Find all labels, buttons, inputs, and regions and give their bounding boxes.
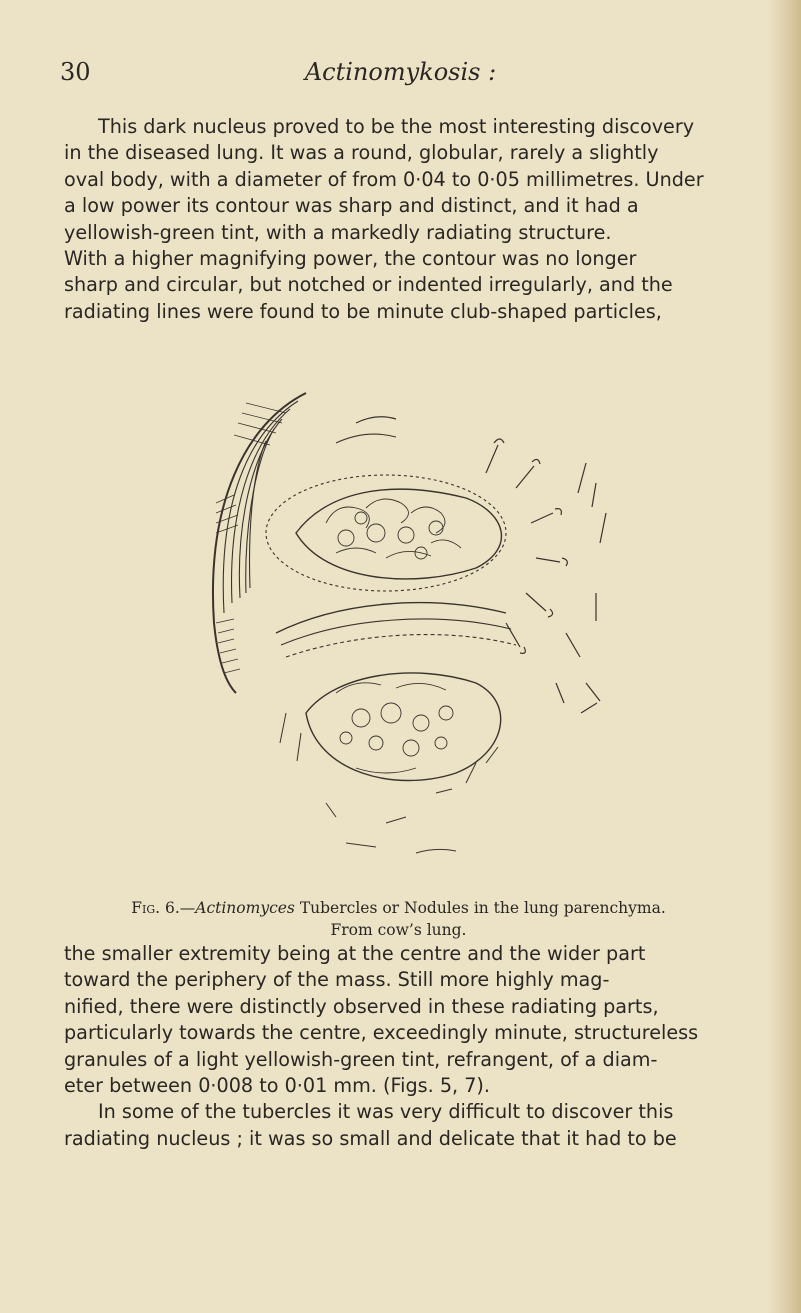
figure-6-illustration — [186, 383, 638, 883]
paragraph-bottom — [64, 941, 733, 1152]
caption-line-2: From cow’s lung. — [330, 921, 467, 939]
figure-caption — [64, 897, 733, 941]
text-line: yellowish-green tint, with a markedly radiating structure. — [64, 220, 612, 244]
text-line: radiating nucleus ; it was so small and delicate that it had to be — [64, 1126, 677, 1150]
text-line: the smaller extremity being at the centre and the wider part — [64, 942, 646, 965]
text-line: radiating lines were found to be minute club-shaped particles, — [64, 299, 662, 323]
text-line: granules of a light yellowish-green tint, refrangent, of a diam- — [64, 1047, 658, 1071]
caption-label: Fig. 6. — [131, 899, 180, 917]
paragraph-top — [64, 114, 733, 325]
text-line: In some of the tubercles it was very difficult to discover this — [98, 1100, 674, 1124]
caption-dash: — — [179, 899, 196, 917]
text-line: toward the periphery of the mass. Still more highly mag- — [64, 968, 610, 992]
running-title: Actinomykosis : — [304, 58, 497, 86]
text-line: With a higher magnifying power, the contour was no longer — [64, 247, 637, 271]
text-line: This dark nucleus proved to be the most interesting discovery — [98, 115, 695, 138]
text-line: particularly towards the centre, exceedingly minute, structureless — [64, 1021, 699, 1045]
page-number: 30 — [60, 58, 91, 86]
text-line: eter between 0·008 to 0·01 mm. (Figs. 5, 7). — [64, 1074, 491, 1098]
caption-italic: Actinomyces — [195, 899, 295, 917]
caption-rest: Tubercles or Nodules in the lung parenchyma. — [294, 899, 666, 917]
caption-line-1 — [64, 897, 733, 919]
text-line: a low power its contour was sharp and distinct, and it had a — [64, 194, 639, 218]
text-line: in the diseased lung. It was a round, globular, rarely a slightly — [64, 141, 659, 165]
page-edge-shadow — [767, 0, 801, 1313]
text-line: nified, there were distinctly observed in these radiating parts, — [64, 994, 659, 1018]
text-line: sharp and circular, but notched or indented irregularly, and the — [64, 273, 673, 297]
text-line: oval body, with a diameter of from 0·04 to 0·05 millimetres. Under — [64, 167, 704, 191]
page-header — [0, 56, 801, 96]
